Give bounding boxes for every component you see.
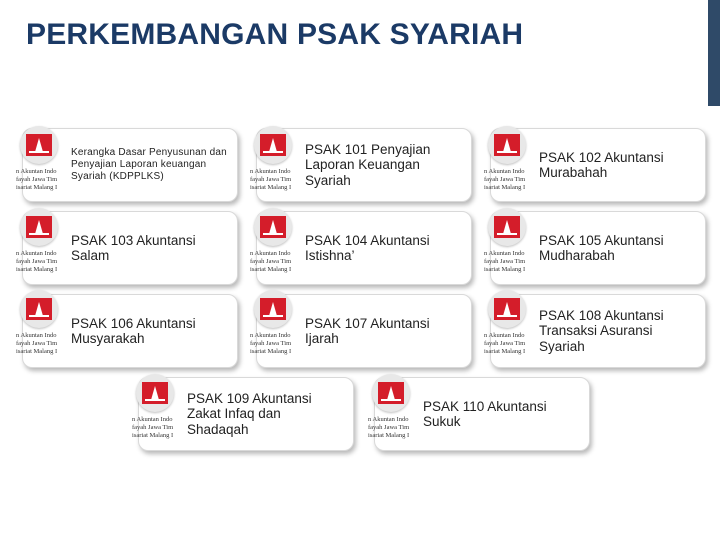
iai-logo	[368, 374, 416, 440]
logo-badge	[20, 126, 58, 164]
logo-badge	[254, 126, 292, 164]
logo-mark-icon	[378, 382, 404, 404]
logo-mark-icon	[494, 298, 520, 320]
logo-caption: n Akuntan Indo fayah Jawa Tim isariat Malang I	[368, 416, 410, 439]
card-label: PSAK 110 Akuntansi Sukuk	[423, 398, 547, 429]
card-label: PSAK 101 Penyajian Laporan Keuangan Syariah	[305, 141, 431, 188]
card-label: PSAK 108 Akuntansi Transaksi Asuransi Syariah	[539, 307, 664, 354]
logo-mark-icon	[260, 216, 286, 238]
logo-caption: n Akuntan Indo fayah Jawa Tim isariat Malang I	[484, 332, 526, 355]
card-label: Kerangka Dasar Penyusunan dan Penyajian Laporan keuangan Syariah (KDPPLKS)	[71, 147, 227, 182]
logo-mark-icon	[26, 216, 52, 238]
logo-caption: n Akuntan Indo fayah Jawa Tim isariat Malang I	[16, 168, 58, 191]
logo-badge	[488, 290, 526, 328]
iai-logo	[484, 208, 532, 274]
iai-logo	[484, 126, 532, 192]
logo-mark-icon	[494, 134, 520, 156]
logo-mark-icon	[26, 134, 52, 156]
accent-bar	[708, 0, 720, 106]
logo-badge	[488, 126, 526, 164]
slide-title: PERKEMBANGAN PSAK SYARIAH	[26, 18, 524, 51]
card-label: PSAK 106 Akuntansi Musyarakah	[71, 315, 196, 346]
logo-mark-icon	[260, 134, 286, 156]
iai-logo	[16, 208, 64, 274]
logo-mark-icon	[260, 298, 286, 320]
logo-caption: n Akuntan Indo fayah Jawa Tim isariat Malang I	[250, 332, 292, 355]
logo-badge	[20, 208, 58, 246]
logo-caption: n Akuntan Indo fayah Jawa Tim isariat Malang I	[250, 250, 292, 273]
card-label: PSAK 104 Akuntansi Istishna’	[305, 232, 430, 263]
logo-badge	[254, 208, 292, 246]
iai-logo	[16, 126, 64, 192]
iai-logo	[16, 290, 64, 356]
logo-caption: n Akuntan Indo fayah Jawa Tim isariat Malang I	[132, 416, 174, 439]
card-label: PSAK 109 Akuntansi Zakat Infaq dan Shadaqah	[187, 390, 312, 437]
logo-badge	[488, 208, 526, 246]
iai-logo	[250, 208, 298, 274]
logo-badge	[372, 374, 410, 412]
logo-mark-icon	[494, 216, 520, 238]
iai-logo	[132, 374, 180, 440]
card-label: PSAK 105 Akuntansi Mudharabah	[539, 232, 664, 263]
card-label: PSAK 102 Akuntansi Murabahah	[539, 149, 664, 180]
logo-caption: n Akuntan Indo fayah Jawa Tim isariat Malang I	[250, 168, 292, 191]
iai-logo	[250, 126, 298, 192]
card-label: PSAK 103 Akuntansi Salam	[71, 232, 196, 263]
logo-mark-icon	[142, 382, 168, 404]
iai-logo	[250, 290, 298, 356]
logo-mark-icon	[26, 298, 52, 320]
logo-caption: n Akuntan Indo fayah Jawa Tim isariat Malang I	[16, 250, 58, 273]
iai-logo	[484, 290, 532, 356]
logo-badge	[254, 290, 292, 328]
card-label: PSAK 107 Akuntansi Ijarah	[305, 315, 430, 346]
logo-badge	[136, 374, 174, 412]
logo-caption: n Akuntan Indo fayah Jawa Tim isariat Malang I	[484, 250, 526, 273]
logo-caption: n Akuntan Indo fayah Jawa Tim isariat Malang I	[484, 168, 526, 191]
logo-badge	[20, 290, 58, 328]
logo-caption: n Akuntan Indo fayah Jawa Tim isariat Malang I	[16, 332, 58, 355]
